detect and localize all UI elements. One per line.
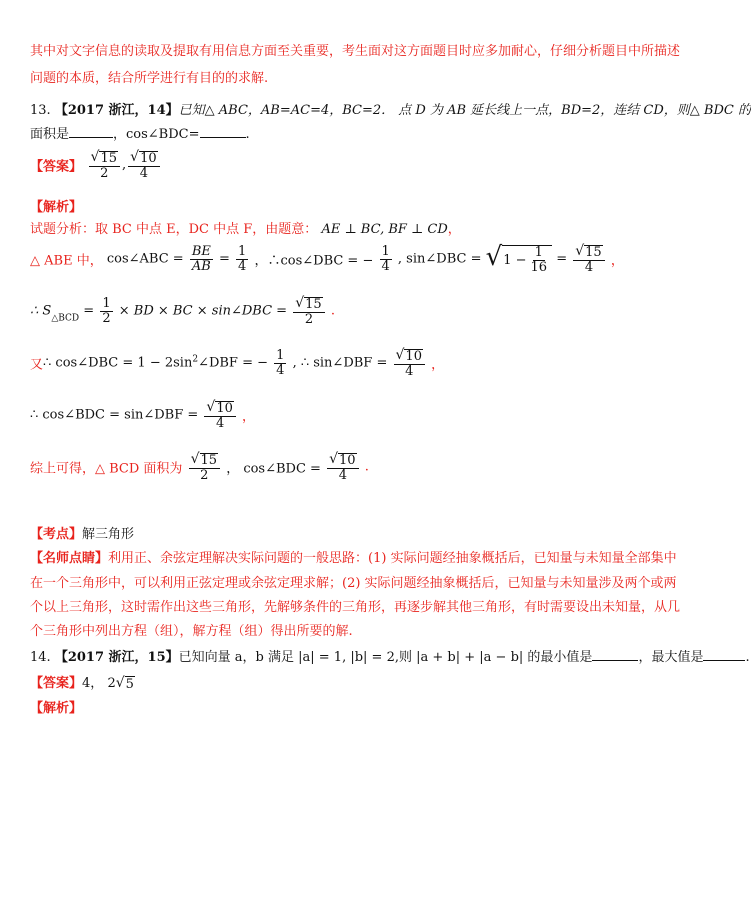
q13-step-2-frac-3: [380, 245, 392, 273]
q13-step-3-sub: △BCD: [51, 313, 80, 324]
q13-step-4-sup: 2: [192, 354, 199, 365]
q13-tip-line-1: [30, 547, 677, 566]
q13-step-2-frac-1: [190, 245, 213, 273]
frac-den: 2: [304, 311, 314, 327]
frac-num: 10: [216, 401, 233, 416]
q14-number: 14.: [30, 650, 51, 665]
q13-answer-cos-fraction: √ 10 4: [128, 150, 159, 180]
frac-den: 4: [216, 415, 225, 431]
q13-answer-a-den: 2: [100, 165, 109, 181]
q14-stem: [30, 646, 750, 665]
q14-answer-label: 【答案】: [30, 676, 83, 691]
q14-stem-d: ，最大值是: [638, 650, 704, 665]
q13-stem-2a: 面积是: [30, 127, 70, 142]
q13-step-6: [30, 452, 369, 482]
frac-den: 2: [102, 310, 111, 326]
radical-prefix: 1 −: [503, 252, 527, 268]
q13-step-6-frac-1: √ 15 2: [189, 452, 220, 482]
frac-den: 4: [338, 467, 347, 483]
q13-step-2-mid: ，∴cos∠DBC = −: [254, 253, 374, 269]
q13-number: 13.: [30, 103, 51, 118]
frac-den: 16: [530, 259, 548, 275]
q13-step-4-b: ∠DBF = −: [198, 355, 268, 371]
q13-kaodian: [30, 523, 134, 542]
frac-num: 1: [238, 244, 247, 259]
frac-den: 4: [381, 258, 390, 274]
q14-stem-e: .: [745, 650, 750, 665]
frac-num: 10: [339, 453, 356, 468]
q13-answer-line: [30, 150, 162, 180]
q13-tip-text-1: 利用正、余弦定理解决实际问题的一般思路：(1) 实际问题经抽象概括后，已知量与未知量全部集中: [108, 551, 677, 566]
q13-tip-line-3: 个以上三角形，这时需作出这些三角形，先解够条件的三角形，再逐步解其他三角形，有时需要设出未知量，从几: [30, 600, 681, 615]
frac-num: 1: [534, 245, 543, 260]
q13-stem-line-2: [30, 123, 250, 142]
q13-step-1: [30, 218, 461, 237]
frac-den: 4: [238, 258, 247, 274]
q13-step-5-end: ，: [242, 409, 256, 425]
q13-answer-b-num: 10: [140, 151, 157, 166]
frac-num: BE: [191, 244, 211, 259]
q13-step-5: [30, 400, 255, 430]
q13-step-2-eq2: =: [556, 251, 568, 267]
q13-step-4-c: , ∴ sin∠DBF =: [292, 355, 388, 371]
q13-step-3-mid: × BD × BC × sin∠DBC =: [118, 303, 288, 319]
q13-step-4-frac-1: [274, 349, 286, 377]
q13-step-3-frac-1: [100, 297, 112, 325]
q13-step-2-end: ，: [610, 253, 624, 269]
q13-step-1-text: 试题分析：取 BC 中点 E，DC 中点 F，由题意：: [30, 222, 318, 237]
q13-tip-line-4: 个三角形中列出方程（组），解方程（组）得出所要的解.: [30, 624, 353, 639]
q13-step-2-frac-2: [236, 245, 248, 273]
frac-den: 4: [405, 363, 414, 379]
q13-step-6-frac-2: √ 10 4: [327, 452, 358, 482]
q14-stem-b: 则: [398, 650, 412, 665]
frac-num: 15: [200, 453, 218, 468]
q13-step-2-cos: cos∠ABC =: [106, 251, 184, 267]
q13-step-4-you: 又: [30, 357, 44, 373]
intro-note-line-1: 其中对文字信息的读取及提取有用信息方面至关重要，考生面对这方面题目时应多加耐心，仔细分析题目中所描述: [30, 44, 681, 59]
q13-step-4-frac-2: √ 10 4: [394, 348, 425, 378]
q13-step-3-frac-2: √ 15 2: [293, 296, 324, 326]
q13-kaodian-label: 【考点】: [30, 527, 83, 542]
frac-num: 1: [102, 296, 111, 311]
q13-answer-area-fraction: √ 15 2: [89, 150, 120, 180]
q14-stem-c: 的最小值是: [527, 650, 593, 665]
q13-answer-label: 【答案】: [30, 159, 83, 175]
q13-step-2-prefix: △ ABE 中，: [30, 253, 103, 269]
frac-den: 4: [584, 259, 594, 275]
frac-num: 10: [405, 349, 422, 364]
frac-den: 2: [200, 467, 209, 483]
q13-stem-1: 已知△ ABC，AB=AC=4，BC=2． 点 D 为 AB 延长线上一点，BD=2，连结 CD，则△ BDC 的: [178, 103, 751, 118]
frac-den: AB: [191, 258, 211, 274]
intro-note-line-2: 问题的本质，结合所学进行有目的的求解.: [30, 71, 269, 86]
frac-num: 1: [381, 244, 390, 259]
q13-step-2-radical: √ 1 − $\frac{1}{16}$: [486, 244, 552, 274]
q14-answer-a: 4，: [82, 676, 104, 691]
q13-tip-line-2: 在一个三角形中，可以利用正弦定理或余弦定理求解；(2) 实际问题经抽象概括后，已知量与未知量涉及两个或两: [30, 576, 677, 591]
q14-stem-math2: |a + b| + |a − b|: [416, 650, 524, 665]
q13-answer-a-num: 15: [100, 151, 118, 166]
frac-num: 1: [276, 348, 285, 363]
frac-num: 15: [585, 245, 602, 260]
q13-step-3-eq: =: [83, 303, 95, 319]
q13-step-3-pre: ∴ S: [30, 303, 52, 319]
q13-tip-label: 【名师点睛】: [30, 551, 109, 566]
q14-analysis-label: 【解析】: [30, 701, 83, 716]
q13-step-6-a: 综上可得，△ BCD 面积为: [30, 461, 183, 477]
q14-stem-math: |a| = 1, |b| = 2,: [298, 650, 399, 665]
q13-step-3-end: .: [330, 303, 335, 319]
q13-step-2-eq: =: [219, 251, 230, 267]
q13-step-6-b: ， cos∠BDC =: [226, 461, 321, 477]
q13-step-1-end: ，: [447, 222, 461, 237]
q14-tag: 【2017 浙江，15】: [54, 650, 179, 665]
q13-step-2-sin: , sin∠DBC =: [397, 251, 482, 267]
q13-step-2: [30, 244, 624, 274]
q13-answer-b-den: 4: [139, 165, 149, 181]
q13-stem-line-1: [30, 99, 751, 118]
q14-answer-b-rad: 5: [125, 677, 134, 692]
q13-step-2-frac-5: √ 15 4: [573, 244, 604, 274]
q13-answer-sep: ,: [122, 157, 127, 173]
q14-answer-b-coef: 2: [107, 676, 116, 691]
q13-stem-2c: .: [245, 127, 250, 142]
frac-den: 4: [276, 362, 285, 378]
q13-blank-2[interactable]: [200, 126, 246, 138]
q13-step-4-end: ，: [431, 357, 445, 373]
q13-step-4: [30, 348, 444, 378]
frac-num: 15: [305, 297, 322, 312]
q13-stem-2b: ，cos∠BDC=: [113, 127, 200, 142]
q13-step-6-end: .: [364, 459, 369, 475]
q13-step-5-text: ∴ cos∠BDC = sin∠DBF =: [30, 407, 199, 423]
q14-answer-b-radical: √ 5: [115, 675, 134, 692]
q13-step-1-math: AE ⊥ BC, BF ⊥ CD: [321, 222, 448, 237]
q13-step-4-a: ∴ cos∠DBC = 1 − 2sin: [43, 355, 193, 371]
q13-step-3: [30, 296, 335, 326]
q13-step-2-frac-4: [529, 246, 550, 274]
q13-tag: 【2017 浙江，14】: [54, 103, 179, 118]
q14-answer-line: [30, 672, 135, 692]
q13-kaodian-text: 解三角形: [82, 527, 135, 542]
q14-blank-1[interactable]: [592, 649, 638, 661]
q14-blank-2[interactable]: [703, 649, 745, 661]
q13-analysis-label: 【解析】: [30, 200, 83, 215]
q14-stem-a: 已知向量 a，b 满足: [178, 650, 294, 665]
q13-blank-1[interactable]: [69, 126, 113, 138]
q13-step-5-frac: √ 10 4: [204, 400, 235, 430]
